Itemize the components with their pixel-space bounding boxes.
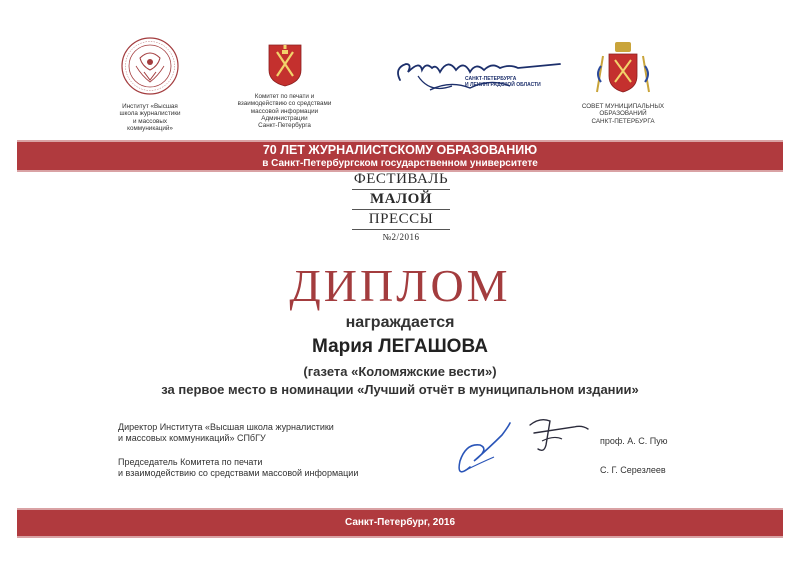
director-name: проф. А. С. Пую [600,436,668,446]
anniversary-title: 70 ЛЕТ ЖУРНАЛИСТСКОМУ ОБРАЗОВАНИЮ [262,143,538,157]
recipient-name: Мария ЛЕГАШОВА [312,336,488,357]
festival-number: №2/2016 [382,232,420,242]
recipient-organization: (газета «Коломяжские вести») [303,364,497,379]
spb-coat-of-arms-icon [265,42,305,88]
spbu-logo [100,36,200,132]
award-reason: за первое место в номинации «Лучший отчёт в муниципальном издании» [161,382,639,397]
committee-caption: Комитет по печати и взаимодействию со средствами массовой информации Администрации Санкт-Петербурга [237,93,332,130]
awarded-text: награждается [345,314,455,331]
city-year-banner: Санкт-Петербург, 2016 [17,508,783,538]
diploma-title: ДИПЛОМ [289,260,511,311]
handwritten-signatures-icon [450,405,600,485]
festival-word-1: ФЕСТИВАЛЬ [353,171,449,187]
festival-word-2: МАЛОЙ [369,191,432,207]
spbu-seal-icon [100,36,200,98]
anniversary-banner [17,140,783,172]
union-caption: САНКТ-ПЕТЕРБУРГА И ЛЕНИНГРАДСКОЙ ОБЛАСТИ [465,76,541,88]
journalists-union-signature-icon [390,50,565,100]
festival-word-3: ПРЕССЫ [368,211,434,227]
journalists-union-logo [390,50,565,100]
director-position: Директор Института «Высшая школа журналистики и массовых коммуникаций» СПбГУ [118,422,334,443]
council-caption: СОВЕТ МУНИЦИПАЛЬНЫХ ОБРАЗОВАНИЙ САНКТ-ПЕТЕРБУРГА [581,103,665,125]
chair-name: С. Г. Серезлеев [600,465,666,475]
festival-block [346,170,456,244]
festival-divider [352,229,450,230]
chair-position: Председатель Комитета по печати и взаимодействию со средствами массовой информации [118,457,359,478]
committee-logo [232,42,337,129]
council-coat-of-arms-icon [593,40,653,98]
anniversary-subtitle: в Санкт-Петербургском государственном университете [262,158,538,169]
council-logo [578,40,668,125]
spbu-caption: Институт «Высшая школа журналистики и массовых коммуникаций» [119,103,181,132]
